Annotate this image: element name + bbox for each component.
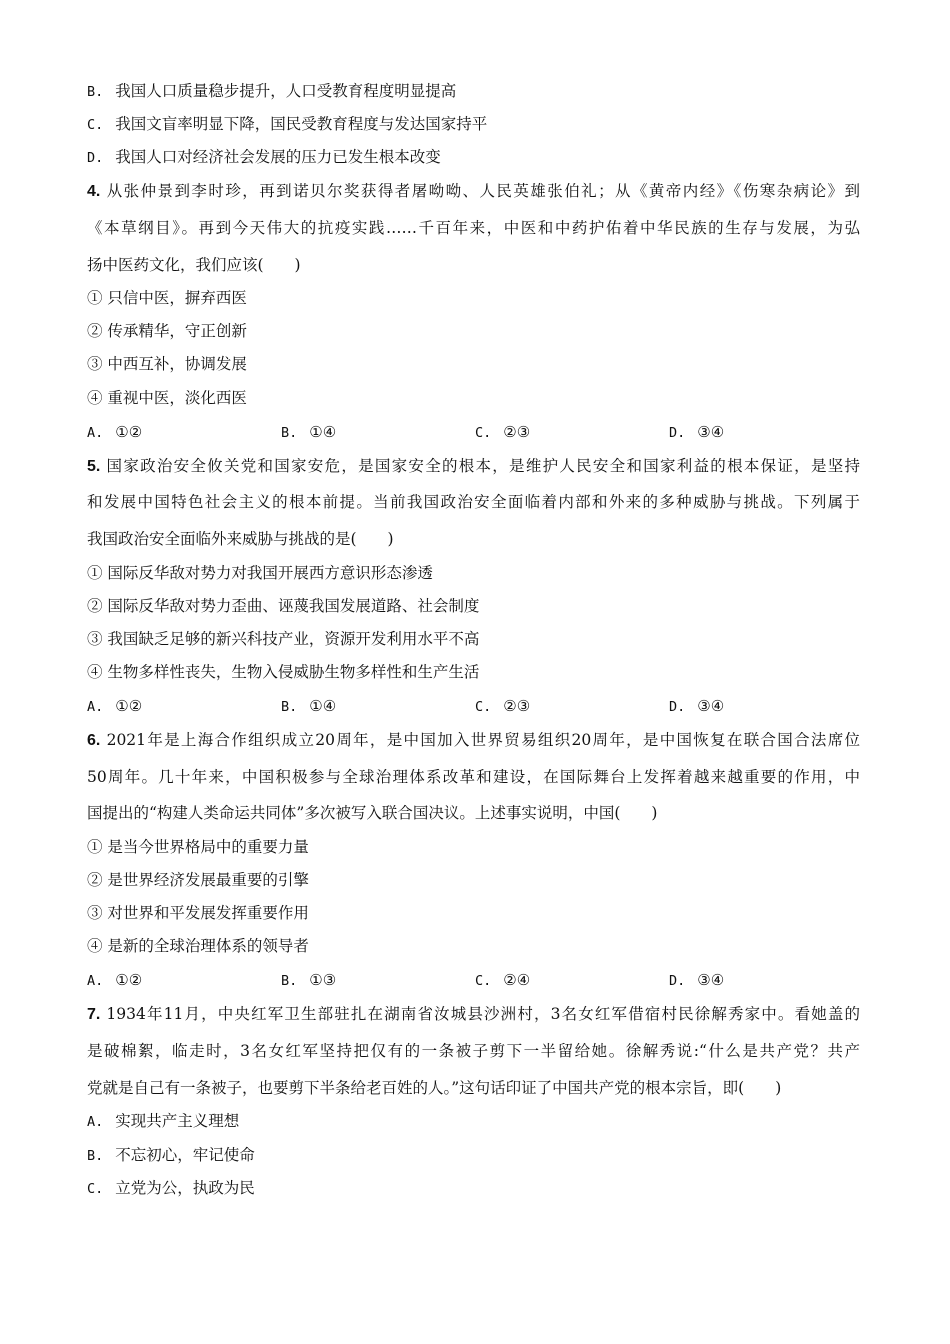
- q5-choice-a: A. ①②: [87, 697, 143, 715]
- q5-stem-line-2: 和发展中国特色社会主义的根本前提。当前我国政治安全面临着内部和外来的多种威胁与挑战。下列属于: [87, 493, 860, 511]
- q6-statement-1: ① 是当今世界格局中的重要力量: [87, 838, 309, 856]
- q7-option-a: A. 实现共产主义理想: [87, 1112, 240, 1130]
- q3-option-c: C. 我国文盲率明显下降，国民受教育程度与发达国家持平: [87, 115, 488, 133]
- q4-choice-a: A. ①②: [87, 423, 143, 441]
- q5-stem-line-3: 我国政治安全面临外来威胁与挑战的是( ): [87, 530, 394, 548]
- q6-choice-c: C. ②④: [475, 971, 531, 989]
- q4-statement-1: ① 只信中医，摒弃西医: [87, 289, 247, 307]
- q4-number: 4.: [87, 183, 101, 200]
- q5-statement-4: ④ 生物多样性丧失，生物入侵威胁生物多样性和生产生活: [87, 663, 480, 681]
- q7-option-c: C. 立党为公，执政为民: [87, 1179, 255, 1197]
- q5-stem-line-1: 5. 国家政治安全攸关党和国家安危，是国家安全的根本，是维护人民安全和国家利益的根本保证，是坚持: [87, 457, 860, 475]
- q5-statement-2: ② 国际反华敌对势力歪曲、诬蔑我国发展道路、社会制度: [87, 597, 480, 615]
- q7-stem-line-3: 党就是自己有一条被子，也要剪下半条给老百姓的人。”这句话印证了中国共产党的根本宗旨，即( ): [87, 1079, 782, 1097]
- q3-option-d: D. 我国人口对经济社会发展的压力已发生根本改变: [87, 148, 441, 166]
- q7-option-b: B. 不忘初心，牢记使命: [87, 1146, 255, 1164]
- q4-stem-line-1: 4. 从张仲景到李时珍，再到诺贝尔奖获得者屠呦呦、人民英雄张伯礼；从《黄帝内经》《伤寒杂病论》到: [87, 182, 860, 200]
- q4-choice-b: B. ①④: [281, 423, 337, 441]
- q6-number: 6.: [87, 732, 101, 749]
- q6-stem-line-3: 国提出的“构建人类命运共同体”多次被写入联合国决议。上述事实说明，中国( ): [87, 804, 658, 822]
- q5-choice-c: C. ②③: [475, 697, 531, 715]
- q4-stem-line-3: 扬中医药文化，我们应该( ): [87, 256, 301, 274]
- q5-statement-1: ① 国际反华敌对势力对我国开展西方意识形态渗透: [87, 564, 433, 582]
- q6-statement-4: ④ 是新的全球治理体系的领导者: [87, 937, 309, 955]
- q4-statement-3: ③ 中西互补，协调发展: [87, 355, 247, 373]
- q5-choice-b: B. ①④: [281, 697, 337, 715]
- q6-choice-d: D. ③④: [669, 971, 725, 989]
- q6-choice-a: A. ①②: [87, 971, 143, 989]
- q7-number: 7.: [87, 1006, 101, 1023]
- q4-statement-2: ② 传承精华，守正创新: [87, 322, 247, 340]
- q4-stem-line-2: 《本草纲目》。再到今天伟大的抗疫实践……千百年来，中医和中药护佑着中华民族的生存与发展，为弘: [87, 219, 860, 237]
- q6-statement-2: ② 是世界经济发展最重要的引擎: [87, 871, 309, 889]
- q6-statement-3: ③ 对世界和平发展发挥重要作用: [87, 904, 309, 922]
- q5-choice-d: D. ③④: [669, 697, 725, 715]
- q6-stem-line-1: 6. 2021年是上海合作组织成立20周年，是中国加入世界贸易组织20周年，是中国恢复在联合国合法席位: [87, 731, 860, 749]
- q4-choice-c: C. ②③: [475, 423, 531, 441]
- q5-statement-3: ③ 我国缺乏足够的新兴科技产业，资源开发利用水平不高: [87, 630, 480, 648]
- q4-statement-4: ④ 重视中医，淡化西医: [87, 389, 247, 407]
- q7-stem-line-1: 7. 1934年11月，中央红军卫生部驻扎在湖南省汝城县沙洲村，3名女红军借宿村民徐解秀家中。看她盖的: [87, 1005, 860, 1023]
- q6-choice-b: B. ①③: [281, 971, 337, 989]
- q3-option-b: B. 我国人口质量稳步提升，人口受教育程度明显提高: [87, 82, 457, 100]
- q6-stem-line-2: 50周年。几十年来，中国积极参与全球治理体系改革和建设，在国际舞台上发挥着越来越重要的作用，中: [87, 768, 860, 786]
- q7-stem-line-2: 是破棉絮，临走时，3名女红军坚持把仅有的一条被子剪下一半留给她。徐解秀说:“什么是共产党？共产: [87, 1042, 860, 1060]
- q5-number: 5.: [87, 458, 101, 475]
- q4-choice-d: D. ③④: [669, 423, 725, 441]
